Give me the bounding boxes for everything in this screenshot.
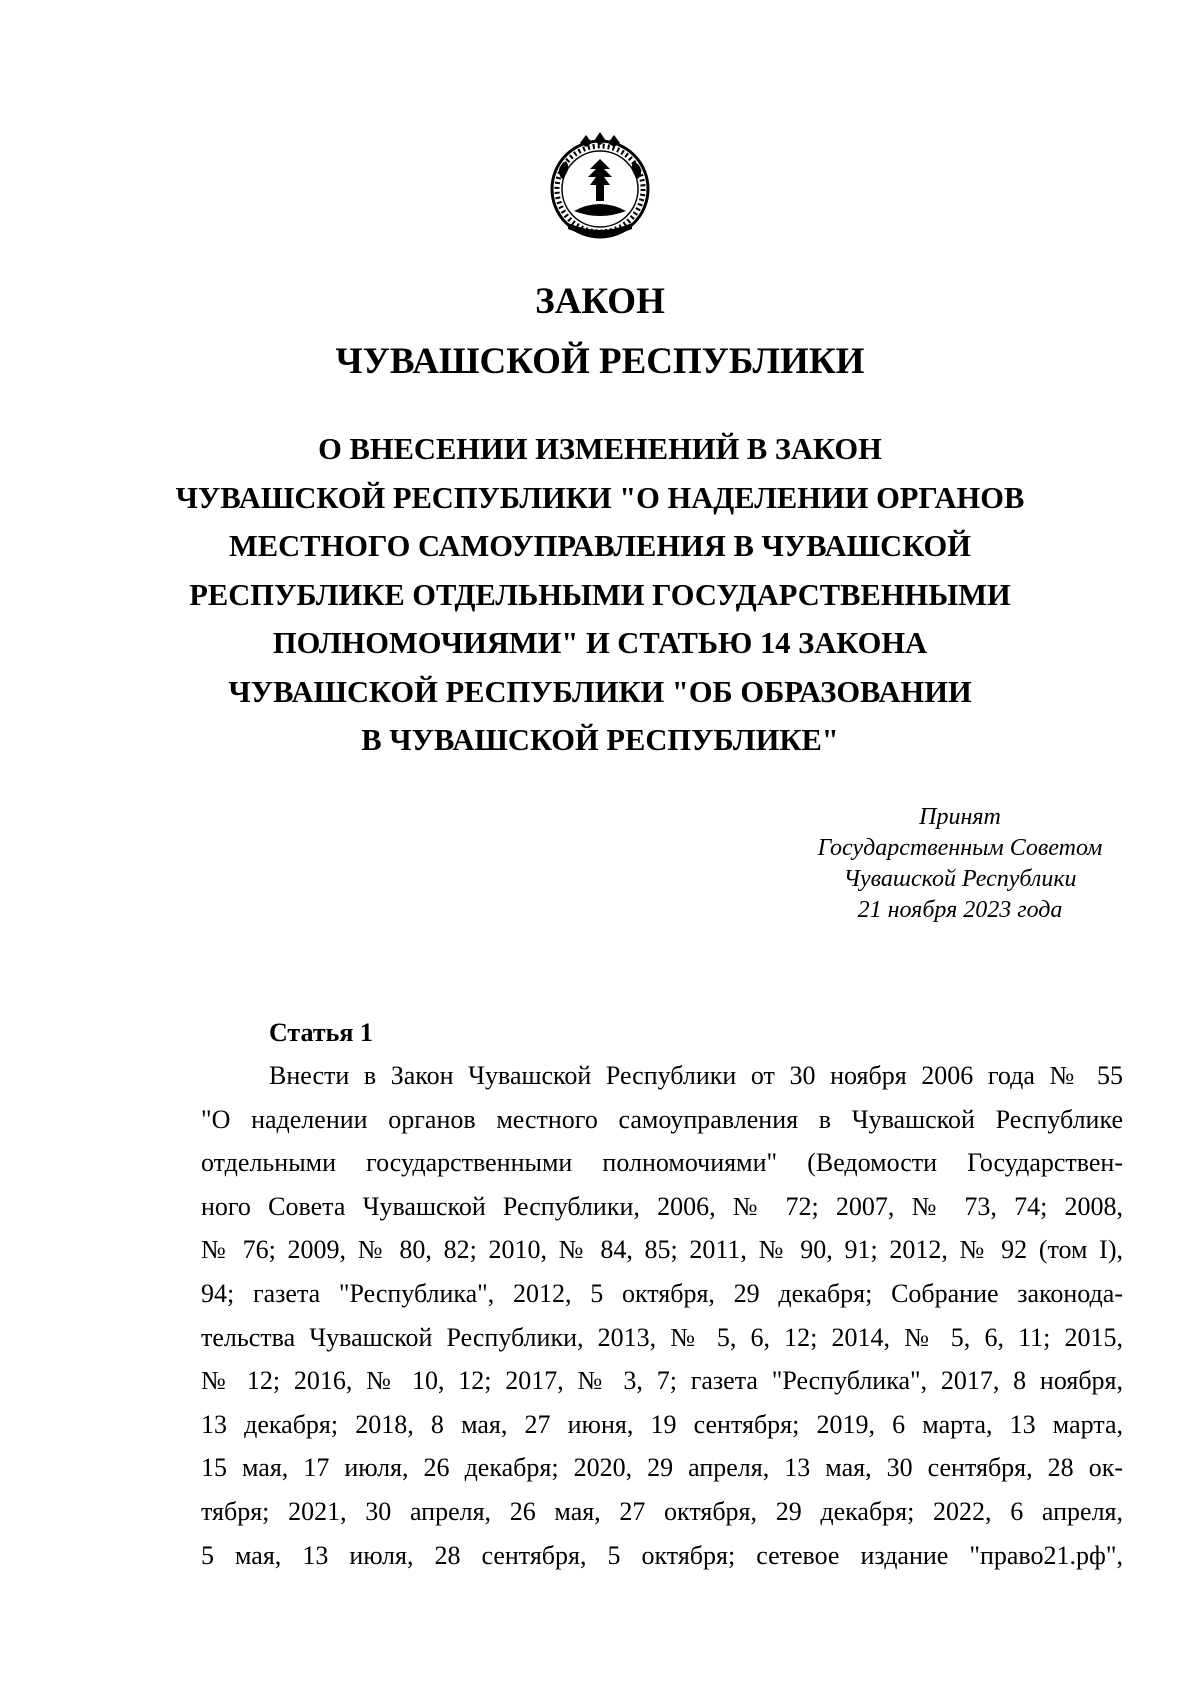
subject-line: О ВНЕСЕНИИ ИЗМЕНЕНИЙ В ЗАКОН [318, 432, 882, 466]
article-line: № 12; 2016, № 10, 12; 2017, № 3, 7; газета "Республика", 2017, 8 ноября, [201, 1366, 1123, 1396]
adoption-note [775, 802, 1145, 926]
article-line: 15 мая, 17 июля, 26 декабря; 2020, 29 апреля, 13 мая, 30 сентября, 28 ок- [201, 1453, 1123, 1483]
adoption-line: Принят [919, 804, 1001, 830]
adoption-line: Государственным Советом [817, 835, 1103, 861]
article-line: 13 декабря; 2018, 8 мая, 27 июня, 19 сентября; 2019, 6 марта, 13 марта, [201, 1409, 1123, 1439]
subject-line: МЕСТНОГО САМОУПРАВЛЕНИЯ В ЧУВАШСКОЙ [229, 529, 971, 563]
subject-line: ЧУВАШСКОЙ РЕСПУБЛИКИ "О НАДЕЛЕНИИ ОРГАНОВ [175, 480, 1025, 515]
adoption-line: Чувашской Республики [843, 866, 1077, 892]
article-line: отдельными государственными полномочиями" (Ведомости Государствен- [201, 1148, 1123, 1178]
law-subject [0, 425, 1200, 765]
article-line: тельства Чувашской Республики, 2013, № 5, 6, 12; 2014, № 5, 6, 11; 2015, [201, 1322, 1123, 1352]
article-line: 5 мая, 13 июля, 28 сентября, 5 октября; сетевое издание "право21.рф", [201, 1540, 1123, 1570]
adoption-date: 21 ноября 2023 года [857, 897, 1063, 923]
article-line: Внести в Закон Чувашской Республики от 30 ноября 2006 года № 55 [269, 1061, 1123, 1090]
subject-line: ПОЛНОМОЧИЯМИ" И СТАТЬЮ 14 ЗАКОНА [272, 626, 928, 660]
law-title-line-1: ЗАКОН [535, 281, 665, 322]
law-title-line-2: ЧУВАШСКОЙ РЕСПУБЛИКИ [335, 341, 865, 382]
chuvash-coat-of-arms-icon [540, 123, 660, 243]
article-line: тября; 2021, 30 апреля, 26 мая, 27 октября, 29 декабря; 2022, 6 апреля, [201, 1496, 1123, 1526]
law-title [0, 272, 1200, 392]
article-line: "О наделении органов местного самоуправления в Чувашской Республике [201, 1104, 1123, 1134]
article-heading: Статья 1 [269, 1018, 373, 1047]
article-line: ного Совета Чувашской Республики, 2006, № 72; 2007, № 73, 74; 2008, [201, 1191, 1123, 1221]
subject-line: РЕСПУБЛИКЕ ОТДЕЛЬНЫМИ ГОСУДАРСТВЕННЫМИ [189, 577, 1011, 612]
subject-line: ЧУВАШСКОЙ РЕСПУБЛИКИ "ОБ ОБРАЗОВАНИИ [228, 674, 972, 709]
subject-line: В ЧУВАШСКОЙ РЕСПУБЛИКЕ" [361, 723, 839, 757]
article-line: 94; газета "Республика", 2012, 5 октября, 29 декабря; Собрание законода- [201, 1278, 1123, 1308]
coat-of-arms-emblem [540, 123, 660, 243]
article-line: № 76; 2009, № 80, 82; 2010, № 84, 85; 2011, № 90, 91; 2012, № 92 (том I), [201, 1235, 1123, 1265]
article-body [201, 1054, 1123, 1577]
